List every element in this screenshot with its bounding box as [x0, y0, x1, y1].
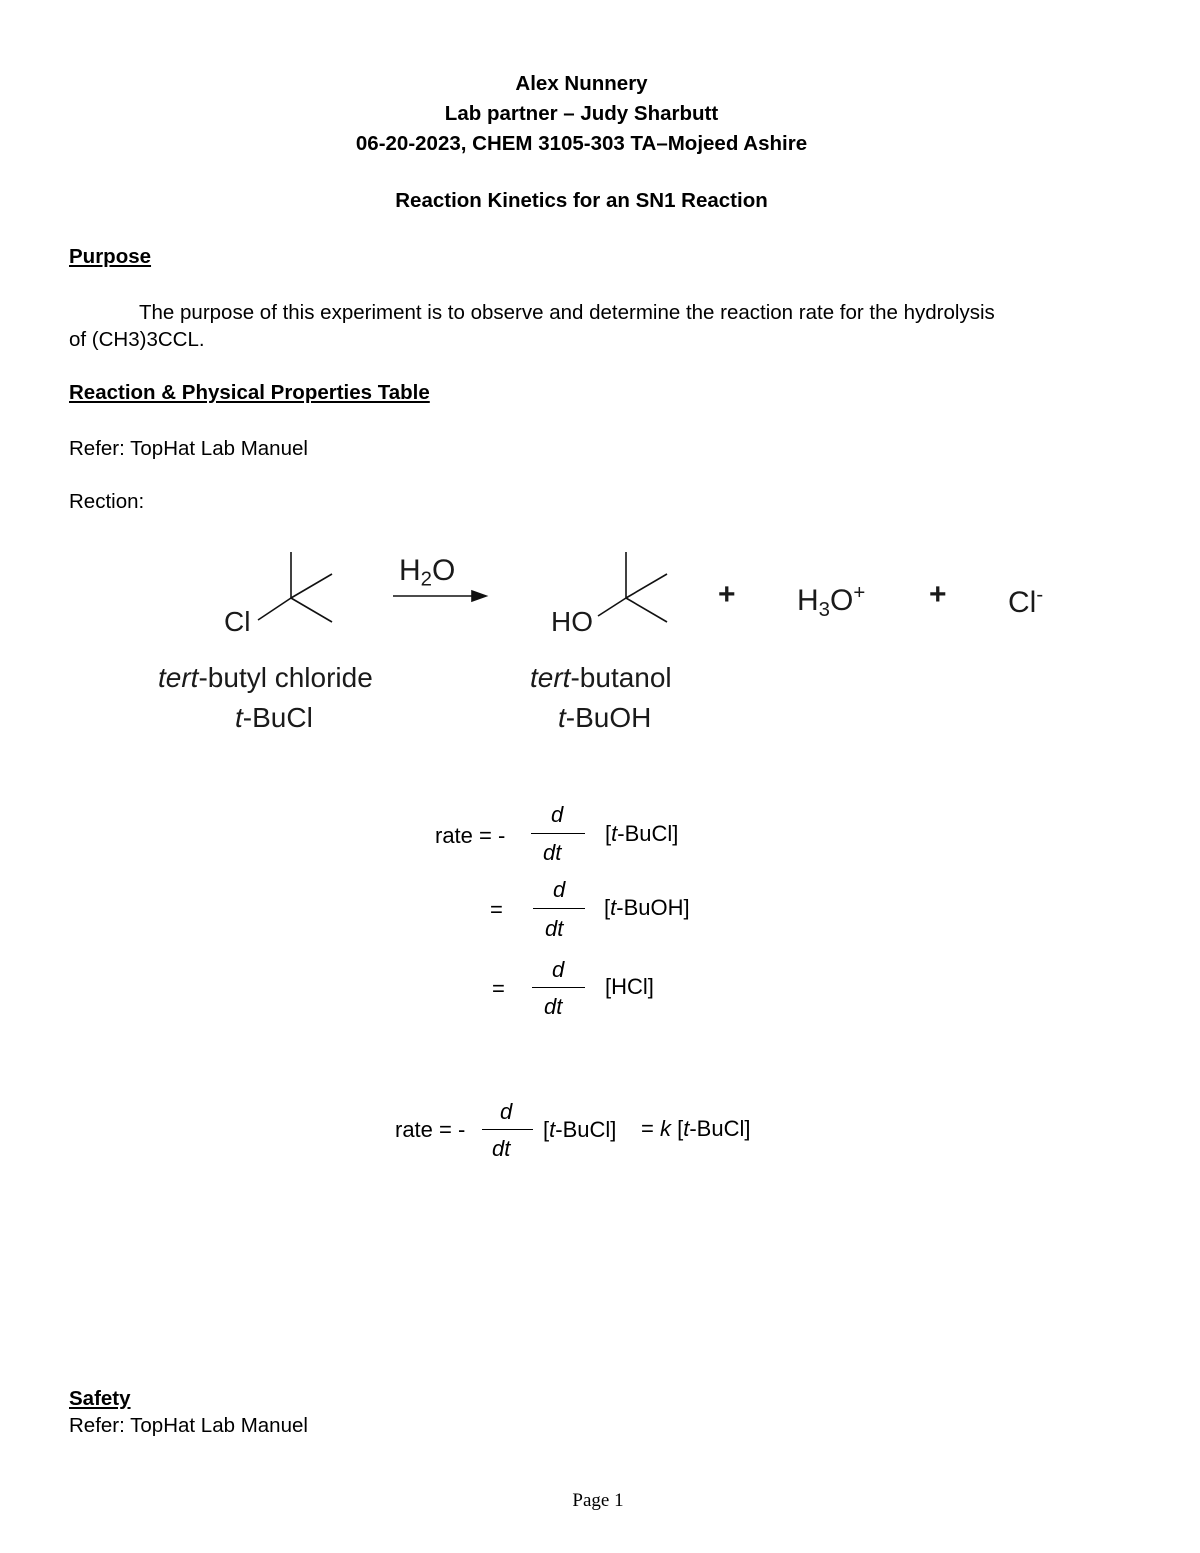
- product-name: tert-butanol: [530, 662, 672, 693]
- author-name: Alex Nunnery: [515, 72, 648, 95]
- reactant-name: tert-butyl chloride: [158, 662, 373, 693]
- rate-law-prefix: rate = -: [395, 1117, 466, 1142]
- dt-denominator-2: dt: [545, 916, 564, 941]
- hydronium-ion: $H_3O^+$: [797, 582, 866, 621]
- purpose-text-line2: of (CH3)3CCL.: [69, 328, 205, 351]
- purpose-heading: Purpose: [69, 245, 152, 268]
- t-buoh-concentration: [t-BuOH]: [604, 895, 690, 920]
- reactant-chlorine-atom: Cl: [224, 606, 251, 637]
- lab-partner: Lab partner – Judy Sharbutt: [444, 102, 719, 125]
- chloride-ion: Cl-: [1008, 584, 1044, 620]
- reagent-water: $H_2O$: [399, 554, 456, 591]
- dt-denominator-3: dt: [544, 994, 563, 1019]
- hcl-concentration: [HCl]: [605, 974, 654, 999]
- rate-law-t-bucl: [t-BuCl]: [543, 1117, 617, 1142]
- page-number: Page 1: [572, 1490, 624, 1511]
- report-title: Reaction Kinetics for an SN1 Reaction: [395, 189, 768, 212]
- reaction-table-heading: Reaction & Physical Properties Table: [69, 381, 430, 404]
- fraction-bar-1: [531, 833, 585, 834]
- t-bucl-concentration-1: [t-BuCl]: [605, 821, 679, 846]
- equals-sign-1: =: [490, 897, 503, 922]
- plus-sign-1: +: [718, 578, 736, 611]
- rate-law-d-numerator: d: [500, 1099, 513, 1124]
- rate-law-fraction-bar: [482, 1129, 533, 1130]
- fraction-bar-3: [532, 987, 585, 988]
- safety-refer-text: Refer: TopHat Lab Manuel: [69, 1414, 308, 1437]
- rate-prefix: rate = -: [435, 823, 506, 848]
- rate-law: [0, 1095, 1200, 1165]
- reaction-scheme: [0, 540, 1200, 750]
- course-line: 06-20-2023, CHEM 3105-303 TA–Mojeed Ashire: [355, 132, 808, 155]
- product-hydroxyl-group: HO: [551, 606, 593, 637]
- safety-heading: Safety: [69, 1387, 131, 1410]
- rate-equations: [0, 800, 1200, 1030]
- reactant-abbreviation: t-BuCl: [235, 702, 313, 733]
- reaction-arrow: [393, 591, 486, 601]
- reaction-refer-text: Refer: TopHat Lab Manuel: [69, 437, 308, 460]
- d-numerator-3: d: [552, 957, 565, 982]
- equals-sign-2: =: [492, 976, 505, 1001]
- reaction-label: Rection:: [69, 490, 145, 513]
- product-abbreviation: t-BuOH: [558, 702, 652, 733]
- tert-butyl-chloride-structure: [258, 552, 332, 622]
- rate-law-k-expression: = k [t-BuCl]: [641, 1116, 751, 1141]
- d-numerator-2: d: [553, 877, 566, 902]
- rate-law-dt-denominator: dt: [492, 1136, 511, 1161]
- purpose-text-line1: The purpose of this experiment is to observe and determine the reaction rate for the hydrolysis: [139, 301, 995, 324]
- fraction-bar-2: [533, 908, 585, 909]
- tert-butanol-structure: [598, 552, 667, 622]
- dt-denominator-1: dt: [543, 840, 562, 865]
- plus-sign-2: +: [929, 578, 947, 611]
- d-numerator-1: d: [551, 802, 564, 827]
